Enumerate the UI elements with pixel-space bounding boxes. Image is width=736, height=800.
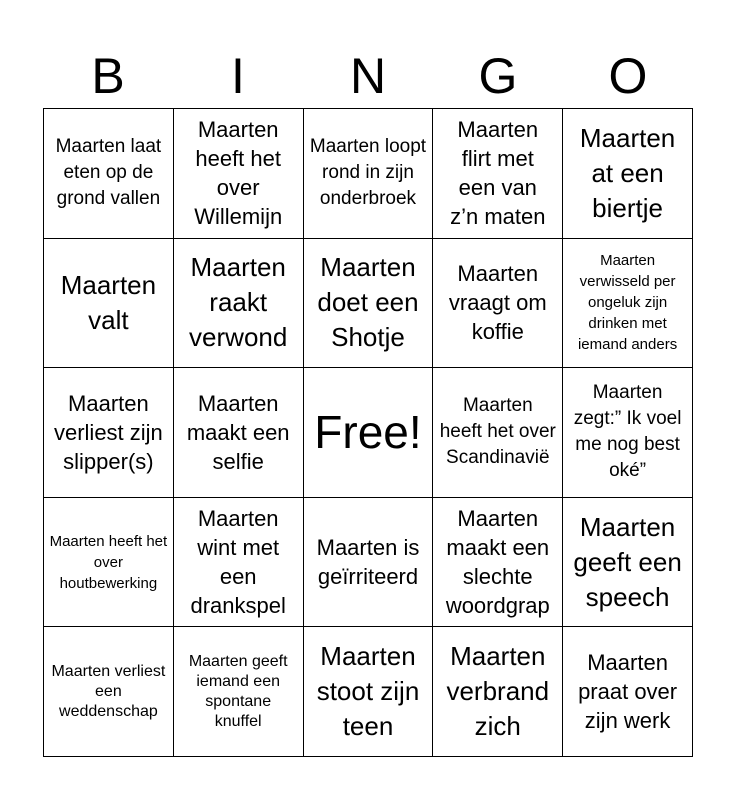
cell-text: Maarten stoot zijn teen [316,641,420,742]
bingo-card [43,108,693,757]
bingo-cell[interactable] [174,627,304,757]
bingo-cell[interactable] [174,498,304,628]
cell-text: Maarten vraagt om koffie [448,261,547,345]
cell-text: Maarten verwisseld per ongeluk zijn drinken met iemand anders [577,252,678,354]
bingo-cell[interactable] [304,239,434,369]
cell-text: Maarten at een biertje [579,122,676,223]
cell-text: Maarten verliest zijn slipper(s) [53,390,163,474]
cell-text: Maarten geeft een speech [573,511,682,612]
bingo-cell[interactable] [44,109,174,239]
title-letter-g: G [478,48,518,104]
title-letter-i: I [231,48,245,104]
bingo-cell[interactable] [304,109,434,239]
cell-text: Maarten maakt een selfie [186,390,290,474]
cell-text: Maarten maakt een slechte woordgrap [445,506,550,619]
cell-text: Maarten raakt verwond [189,252,288,353]
free-text: Free! [314,406,422,459]
cell-text: Maarten laat eten op de grond vallen [55,136,162,210]
bingo-cell[interactable] [174,239,304,369]
bingo-cell[interactable] [44,368,174,498]
cell-text: Maarten heeft het over houtbewerking [49,532,168,592]
cell-text: Maarten geeft iemand een spontane knuffel [188,652,288,730]
bingo-cell[interactable] [563,239,693,369]
cell-text: Maarten heeft het over Scandinavië [439,395,556,469]
bingo-cell[interactable] [44,239,174,369]
cell-text: Maarten loopt rond in zijn onderbroek [309,136,427,210]
cell-text: Maarten doet een Shotje [317,252,419,353]
cell-text: Maarten is geïrriteerd [316,535,420,590]
cell-text: Maarten valt [60,269,157,335]
bingo-cell[interactable] [563,368,693,498]
cell-text: Maarten verliest een weddenschap [51,662,166,720]
bingo-title [43,44,693,108]
cell-text: Maarten flirt met een van z’n maten [450,117,546,230]
cell-text: Maarten heeft het over Willemijn [194,117,283,230]
free-space[interactable] [304,368,434,498]
title-letter-n: N [349,48,387,104]
title-letter-b: B [91,48,125,104]
title-letter-o: O [608,48,648,104]
bingo-cell[interactable] [563,627,693,757]
bingo-cell[interactable] [433,109,563,239]
cell-text: Maarten zegt:” Ik voel me nog best oké” [573,382,682,482]
bingo-cell[interactable] [174,368,304,498]
bingo-cell[interactable] [563,109,693,239]
cell-text: Maarten praat over zijn werk [578,650,678,734]
bingo-cell[interactable] [433,498,563,628]
bingo-cell[interactable] [433,627,563,757]
bingo-cell[interactable] [433,239,563,369]
bingo-cell[interactable] [563,498,693,628]
bingo-cell[interactable] [304,498,434,628]
cell-text: Maarten verbrand zich [446,641,550,742]
bingo-cell[interactable] [174,109,304,239]
bingo-cell[interactable] [44,627,174,757]
cell-text: Maarten wint met een drankspel [190,506,286,619]
bingo-cell[interactable] [304,627,434,757]
bingo-cell[interactable] [44,498,174,628]
bingo-cell[interactable] [433,368,563,498]
